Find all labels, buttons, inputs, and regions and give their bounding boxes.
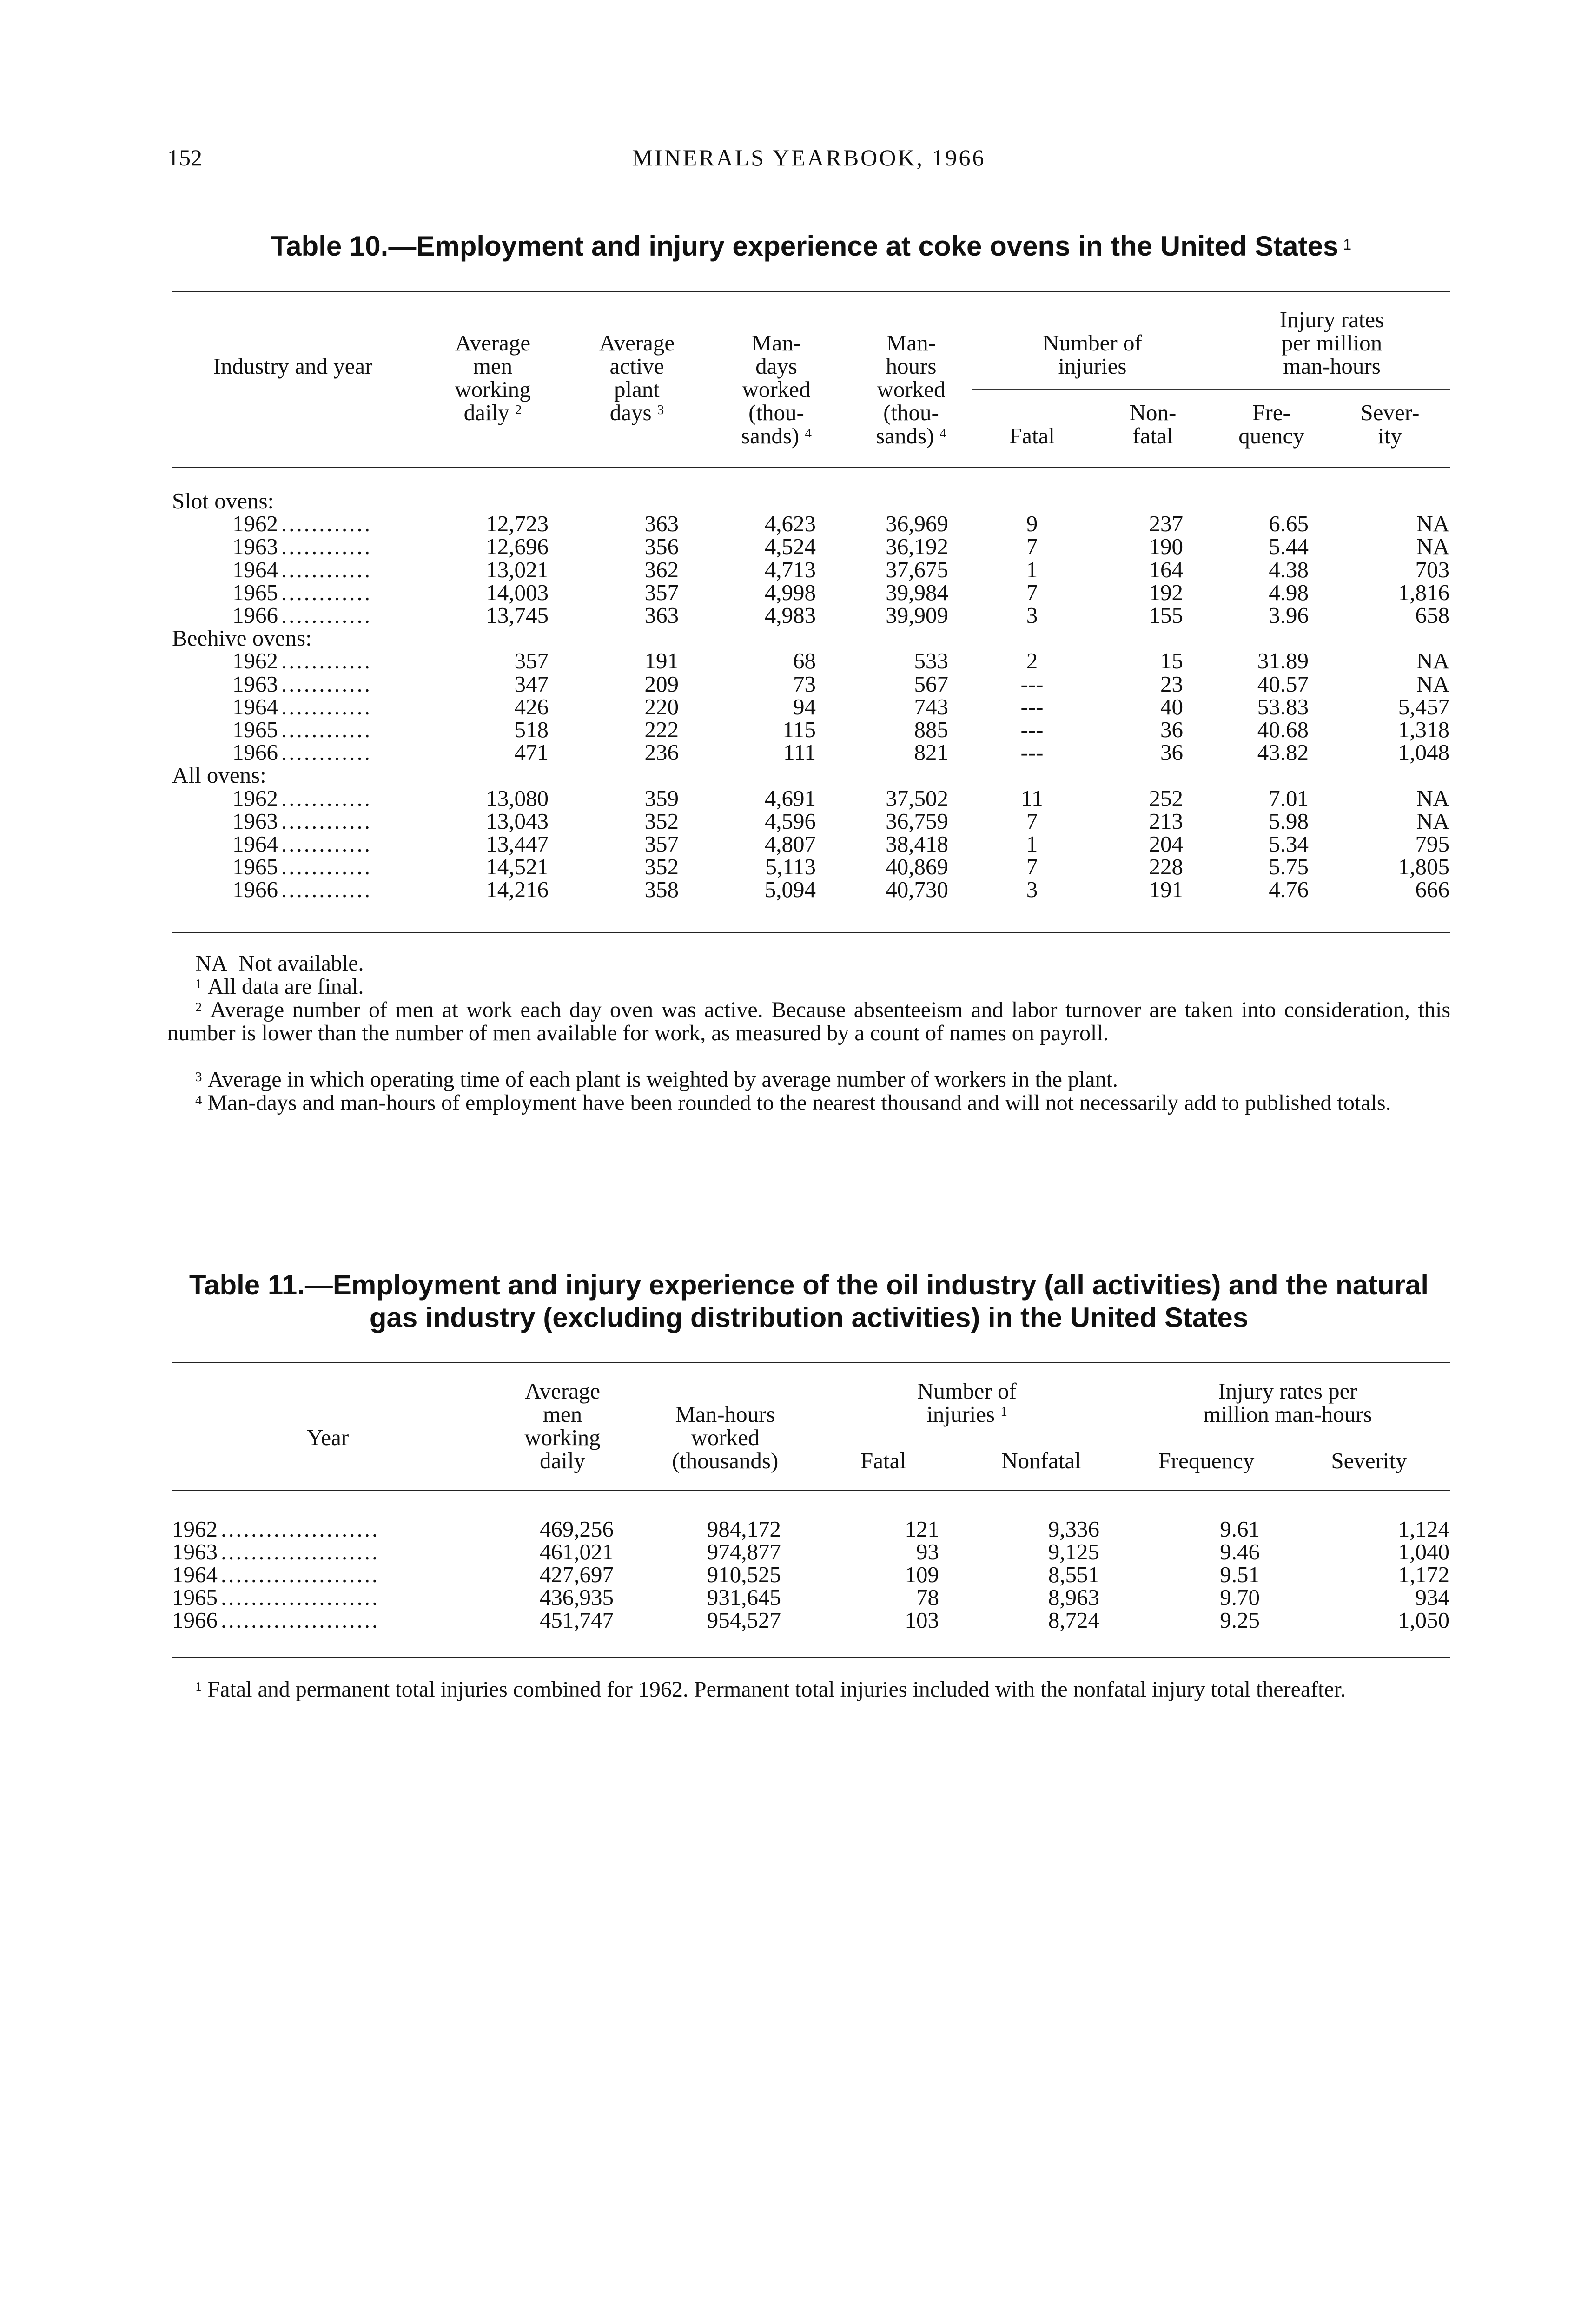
cell: 5.44: [1269, 534, 1309, 560]
table10-header-man-days-l2: days: [755, 353, 797, 379]
cell: 8,963: [1048, 1585, 1099, 1610]
cell: 68: [793, 648, 816, 674]
table10-header-avg-days-l3: plant: [614, 376, 660, 402]
cell: 984,172: [707, 1516, 781, 1542]
cell: ---: [1020, 671, 1044, 697]
cell: 357: [644, 831, 679, 857]
cell: 115: [782, 717, 816, 742]
cell: 103: [905, 1607, 939, 1633]
cell: 36: [1160, 717, 1183, 742]
cell: 954,527: [707, 1607, 781, 1633]
table11-header-am-l4: daily: [540, 1448, 585, 1473]
cell: 2: [1026, 648, 1038, 674]
table10-header-man-hours-l3: worked: [877, 376, 946, 402]
table11-header-avg-men: [493, 1380, 632, 1472]
cell: NA: [1416, 534, 1449, 560]
row-year: 1962: [232, 511, 278, 537]
cell: 357: [644, 579, 679, 605]
table10-header-noi-l1: Number of: [1043, 330, 1142, 356]
table10-top-rule: [172, 291, 1450, 292]
table10-header-ir-l2: per million: [1281, 330, 1383, 356]
table10-header-avg-days-l4: days $^3$: [609, 400, 664, 425]
cell: 567: [914, 671, 948, 697]
cell: 12,696: [486, 534, 549, 560]
cell: 14,216: [486, 877, 549, 903]
table11-header-am-l3: working: [524, 1425, 601, 1450]
cell: 9.70: [1220, 1585, 1260, 1610]
cell: 934: [1415, 1585, 1449, 1610]
row-year: 1964: [172, 1562, 218, 1587]
row-leader-dots: ............: [281, 671, 372, 697]
table11-header-ir-l2: million man-hours: [1203, 1401, 1372, 1427]
cell: NA: [1416, 785, 1449, 811]
cell: 38,418: [886, 831, 948, 857]
cell: 4.98: [1269, 579, 1309, 605]
cell: 9.61: [1220, 1516, 1260, 1542]
cell: 533: [914, 648, 948, 674]
row-year: 1965: [172, 1585, 218, 1610]
cell: 9.46: [1220, 1539, 1260, 1565]
table10-header-avg-men-l3: working: [455, 376, 531, 402]
cell: NA: [1416, 648, 1449, 674]
table11-header-noi-l1: Number of: [917, 1378, 1017, 1404]
cell: 1,050: [1398, 1607, 1449, 1633]
cell: 36,969: [886, 511, 948, 537]
table10-header-man-days-l5: sands) $^4$: [741, 423, 812, 449]
cell: 743: [914, 693, 948, 720]
table10-header-man-hours-l5: sands) $^4$: [876, 423, 946, 449]
table10-header-man-days-l1: Man-: [751, 330, 801, 356]
row-leader-dots: ............: [281, 785, 372, 811]
cell: 347: [514, 671, 549, 697]
cell: ---: [1020, 739, 1044, 766]
table10-header-avg-men-l1: Average: [455, 330, 531, 356]
cell: 222: [644, 717, 679, 742]
cell: 795: [1415, 831, 1449, 857]
row-leader-dots: ............: [281, 602, 372, 628]
cell: 8,724: [1048, 1607, 1099, 1633]
cell: 427,697: [539, 1562, 614, 1587]
cell: 7.01: [1269, 785, 1309, 811]
cell: 15: [1160, 648, 1183, 674]
cell: 13,080: [486, 785, 549, 811]
fn-na-mark: NA: [195, 951, 228, 976]
table10-header-industry: Industry and year: [213, 353, 373, 379]
row-year: 1962: [172, 1516, 218, 1542]
cell: 4,524: [764, 534, 816, 560]
table10-header-man-hours-l2: hours: [886, 353, 937, 379]
cell: 5,094: [764, 877, 816, 903]
table11-header-severity: Severity: [1331, 1448, 1407, 1473]
cell: 220: [644, 693, 679, 720]
table10-header-sv-l1: Sever-: [1360, 400, 1420, 425]
table11-header-am-l2: men: [542, 1401, 582, 1427]
table10-injuries-subrule: [972, 389, 1213, 390]
cell: 4.76: [1269, 877, 1309, 903]
table10-header-man-hours-l1: Man-: [886, 330, 936, 356]
cell: 121: [905, 1516, 939, 1542]
row-leader-dots: ............: [281, 579, 372, 605]
cell: 885: [914, 717, 948, 742]
cell: 821: [914, 739, 948, 766]
table11-top-rule: [172, 1362, 1450, 1363]
cell: 8,551: [1048, 1562, 1099, 1587]
fn3-mark: 3: [195, 1070, 202, 1084]
cell: 666: [1415, 877, 1449, 903]
table10-title-note: 1: [1343, 236, 1352, 253]
table10-header-avg-men: [437, 331, 549, 424]
cell: 436,935: [539, 1585, 614, 1610]
row-year: 1964: [232, 831, 278, 857]
cell: 11: [1021, 785, 1043, 811]
cell: 37,502: [886, 785, 948, 811]
table10-header-man-days: [716, 331, 837, 448]
table10-header-ir-l3: man-hours: [1283, 353, 1381, 379]
row-leader-dots: ............: [281, 556, 372, 582]
row-leader-dots: .....................: [221, 1562, 380, 1587]
cell: 5.98: [1269, 808, 1309, 834]
table11-header-am-l1: Average: [524, 1378, 601, 1404]
journal-title: MINERALS YEARBOOK, 1966: [632, 145, 986, 171]
cell: 213: [1149, 808, 1183, 834]
table10-header-man-hours-l4: (thou-: [883, 400, 939, 425]
table10-footnote-2: [167, 998, 1450, 1045]
row-leader-dots: ............: [281, 717, 372, 742]
row-year: 1966: [232, 739, 278, 766]
cell: 358: [644, 877, 679, 903]
row-year: 1963: [232, 671, 278, 697]
cell: 228: [1149, 854, 1183, 880]
cell: 471: [514, 739, 549, 766]
cell: 469,256: [539, 1516, 614, 1542]
cell: NA: [1416, 671, 1449, 697]
row-year: 1962: [232, 648, 278, 674]
row-leader-dots: ............: [281, 739, 372, 766]
fn4-text: Man-days and man-hours of employment have been rounded to the nearest thousand and will not necessarily add to published totals.: [207, 1090, 1391, 1115]
row-year: 1965: [232, 717, 278, 742]
row-leader-dots: ............: [281, 511, 372, 537]
cell: 1,040: [1398, 1539, 1449, 1565]
cell: 7: [1026, 808, 1038, 834]
cell: 4,983: [764, 602, 816, 628]
row-leader-dots: .....................: [221, 1607, 380, 1633]
fn3-text: Average in which operating time of each plant is weighted by average number of workers in the plant.: [207, 1067, 1118, 1092]
table11-title: [167, 1269, 1450, 1334]
cell: 36,759: [886, 808, 948, 834]
row-year: 1964: [232, 693, 278, 720]
cell: 362: [644, 556, 679, 582]
row-leader-dots: ............: [281, 648, 372, 674]
row-year: 1962: [232, 785, 278, 811]
cell: 13,021: [486, 556, 549, 582]
cell: 209: [644, 671, 679, 697]
cell: 1,816: [1398, 579, 1449, 605]
cell: 4,807: [764, 831, 816, 857]
table10-header-fatal: Fatal: [1009, 423, 1055, 449]
row-year: 1964: [232, 556, 278, 582]
cell: 1,318: [1398, 717, 1449, 742]
table11-title-l1: Table 11.—Employment and injury experience of the oil industry (all activities) and the natural: [189, 1269, 1429, 1301]
cell: 5,113: [765, 854, 816, 880]
cell: 4.38: [1269, 556, 1309, 582]
cell: 352: [644, 808, 679, 834]
cell: 356: [644, 534, 679, 560]
cell: 9.25: [1220, 1607, 1260, 1633]
table10-bottom-rule: [172, 932, 1450, 933]
cell: 910,525: [707, 1562, 781, 1587]
row-leader-dots: ............: [281, 534, 372, 560]
table11-header-mh-l3: (thousands): [672, 1448, 779, 1473]
table10-header-nonfatal: [1092, 401, 1213, 448]
row-year: 1966: [232, 602, 278, 628]
cell: 191: [644, 648, 679, 674]
page-number: 152: [167, 145, 202, 171]
table10-group-label: All ovens:: [172, 762, 266, 788]
cell: 9: [1026, 511, 1038, 537]
cell: 94: [793, 693, 816, 720]
cell: 40: [1160, 693, 1183, 720]
fn4-mark: 4: [195, 1093, 202, 1108]
table10-header-frequency: [1213, 401, 1330, 448]
cell: 4,596: [764, 808, 816, 834]
cell: 164: [1149, 556, 1183, 582]
table10-header-ir-l1: Injury rates: [1279, 307, 1384, 332]
cell: 1,172: [1398, 1562, 1449, 1587]
table11-footnote-1: [167, 1678, 1450, 1701]
row-leader-dots: ............: [281, 877, 372, 903]
table10-footnote-1: [167, 975, 1450, 998]
cell: 426: [514, 693, 549, 720]
t11-fn1-text: Fatal and permanent total injuries combined for 1962. Permanent total injuries included with the nonfatal injury total thereafter.: [207, 1677, 1346, 1702]
table10-header-avg-days: [581, 331, 693, 424]
fn-na-text: Not available.: [238, 951, 364, 976]
cell: 40.57: [1257, 671, 1309, 697]
cell: 703: [1415, 556, 1449, 582]
table10-header-man-days-l3: worked: [742, 376, 811, 402]
fn1-mark: 1: [195, 977, 202, 991]
table10-header-fq-l2: quency: [1238, 423, 1304, 449]
table11-header-fatal: Fatal: [860, 1448, 906, 1473]
cell: 40,730: [886, 877, 948, 903]
row-leader-dots: .....................: [221, 1516, 380, 1542]
table10-header-man-days-l4: (thou-: [748, 400, 804, 425]
table11-title-l2: gas industry (excluding distribution activities) in the United States: [369, 1302, 1249, 1333]
cell: 13,043: [486, 808, 549, 834]
cell: 974,877: [707, 1539, 781, 1565]
cell: 1,124: [1398, 1516, 1449, 1542]
table10-header-avg-days-l1: Average: [599, 330, 675, 356]
cell: 190: [1149, 534, 1183, 560]
table10-header-fq-l1: Fre-: [1252, 400, 1290, 425]
table10-group-label: Beehive ovens:: [172, 625, 312, 651]
row-year: 1963: [232, 808, 278, 834]
row-year: 1965: [232, 579, 278, 605]
cell: 1: [1026, 556, 1038, 582]
cell: 191: [1149, 877, 1183, 903]
table10-header-bottom-rule: [172, 467, 1450, 468]
cell: 73: [793, 671, 816, 697]
cell: 204: [1149, 831, 1183, 857]
table10-header-severity: [1330, 401, 1450, 448]
cell: 39,984: [886, 579, 948, 605]
cell: 931,645: [707, 1585, 781, 1610]
row-leader-dots: ............: [281, 808, 372, 834]
cell: 252: [1149, 785, 1183, 811]
cell: 155: [1149, 602, 1183, 628]
cell: ---: [1020, 717, 1044, 742]
fn1-text: All data are final.: [207, 974, 364, 999]
table11-header-year: Year: [306, 1425, 349, 1450]
table10-group-label: Slot ovens:: [172, 488, 274, 514]
table10-header-avg-men-l2: men: [473, 353, 513, 379]
table10-header-avg-days-l2: active: [609, 353, 664, 379]
row-year: 1965: [232, 854, 278, 880]
cell: 23: [1160, 671, 1183, 697]
cell: 4,713: [764, 556, 816, 582]
row-leader-dots: ............: [281, 831, 372, 857]
cell: 7: [1026, 579, 1038, 605]
cell: 14,003: [486, 579, 549, 605]
cell: 9.51: [1220, 1562, 1260, 1587]
cell: 9,125: [1048, 1539, 1099, 1565]
table10-title-text: Table 10.—Employment and injury experience at coke ovens in the United States: [271, 231, 1339, 262]
cell: 518: [514, 717, 549, 742]
cell: 3.96: [1269, 602, 1309, 628]
table10-title: [167, 230, 1450, 263]
cell: 13,745: [486, 602, 549, 628]
table10-header-sv-l2: ity: [1378, 423, 1402, 449]
cell: 1,048: [1398, 739, 1449, 766]
cell: 43.82: [1257, 739, 1309, 766]
fn2-mark: 2: [195, 1000, 202, 1015]
cell: 13,447: [486, 831, 549, 857]
table10-rates-subrule: [1213, 389, 1450, 390]
cell: 3: [1026, 877, 1038, 903]
cell: 4,691: [764, 785, 816, 811]
cell: 7: [1026, 854, 1038, 880]
table11-bottom-rule: [172, 1657, 1450, 1658]
table10-footnote-na: [167, 952, 1450, 975]
table10-header-nf-l2: fatal: [1132, 423, 1173, 449]
cell: 192: [1149, 579, 1183, 605]
row-leader-dots: .....................: [221, 1539, 380, 1565]
table10-header-noi-l2: injuries: [1058, 353, 1127, 379]
running-head: [167, 144, 1450, 172]
cell: 39,909: [886, 602, 948, 628]
cell: 7: [1026, 534, 1038, 560]
cell: 78: [916, 1585, 939, 1610]
cell: 12,723: [486, 511, 549, 537]
cell: 3: [1026, 602, 1038, 628]
table10-footnote-4: [167, 1091, 1450, 1115]
row-leader-dots: ............: [281, 693, 372, 720]
cell: 31.89: [1257, 648, 1309, 674]
cell: 461,021: [539, 1539, 614, 1565]
table11-header-number-of-injuries: [809, 1380, 1125, 1426]
table11-header-ir-l1: Injury rates per: [1218, 1378, 1357, 1404]
cell: 451,747: [539, 1607, 614, 1633]
cell: 14,521: [486, 854, 549, 880]
cell: 36: [1160, 739, 1183, 766]
cell: 1,805: [1398, 854, 1449, 880]
cell: 4,623: [764, 511, 816, 537]
cell: 9,336: [1048, 1516, 1099, 1542]
cell: 352: [644, 854, 679, 880]
cell: 658: [1415, 602, 1449, 628]
cell: 5,457: [1398, 693, 1449, 720]
cell: 40,869: [886, 854, 948, 880]
cell: 111: [783, 739, 816, 766]
table10-header-number-of-injuries: [972, 331, 1213, 378]
row-leader-dots: ............: [281, 854, 372, 880]
table11-header-frequency: Frequency: [1158, 1448, 1255, 1473]
cell: 357: [514, 648, 549, 674]
cell: 40.68: [1257, 717, 1309, 742]
table10-header-injury-rates: [1213, 308, 1450, 378]
table11-header-mh-l2: worked: [691, 1425, 760, 1450]
cell: ---: [1020, 693, 1044, 720]
cell: 359: [644, 785, 679, 811]
cell: 363: [644, 511, 679, 537]
cell: 109: [905, 1562, 939, 1587]
table10-header-avg-men-l4: daily $^2$: [463, 400, 522, 425]
cell: 5.75: [1269, 854, 1309, 880]
cell: 93: [916, 1539, 939, 1565]
table10-header-man-hours: [851, 331, 972, 448]
row-year: 1966: [232, 877, 278, 903]
cell: NA: [1416, 808, 1449, 834]
fn2-text: Average number of men at work each day oven was active. Because absenteeism and labor turnover are taken into consideration, this number is lower than the number of men available for work, as measured by a count of names on payroll.: [167, 997, 1451, 1045]
table11-header-nonfatal: Nonfatal: [1001, 1448, 1081, 1473]
cell: 4,998: [764, 579, 816, 605]
row-year: 1963: [172, 1539, 218, 1565]
row-leader-dots: .....................: [221, 1585, 380, 1610]
table11-header-injury-rates: [1125, 1380, 1450, 1426]
cell: 236: [644, 739, 679, 766]
t11-fn1-mark: 1: [195, 1679, 202, 1694]
cell: 36,192: [886, 534, 948, 560]
cell: 5.34: [1269, 831, 1309, 857]
row-year: 1963: [232, 534, 278, 560]
table11-header-man-hours: [642, 1403, 809, 1472]
cell: 37,675: [886, 556, 948, 582]
table11-header-noi-l2: injuries $^1$: [926, 1401, 1007, 1427]
cell: 363: [644, 602, 679, 628]
table11-header-bottom-rule: [172, 1490, 1450, 1491]
cell: 6.65: [1269, 511, 1309, 537]
table10-header-nf-l1: Non-: [1129, 400, 1177, 425]
table11-header-mh-l1: Man-hours: [675, 1401, 775, 1427]
cell: 237: [1149, 511, 1183, 537]
cell: 1: [1026, 831, 1038, 857]
cell: 53.83: [1257, 693, 1309, 720]
row-year: 1966: [172, 1607, 218, 1633]
table10-footnote-3: [167, 1068, 1450, 1091]
cell: NA: [1416, 511, 1449, 537]
